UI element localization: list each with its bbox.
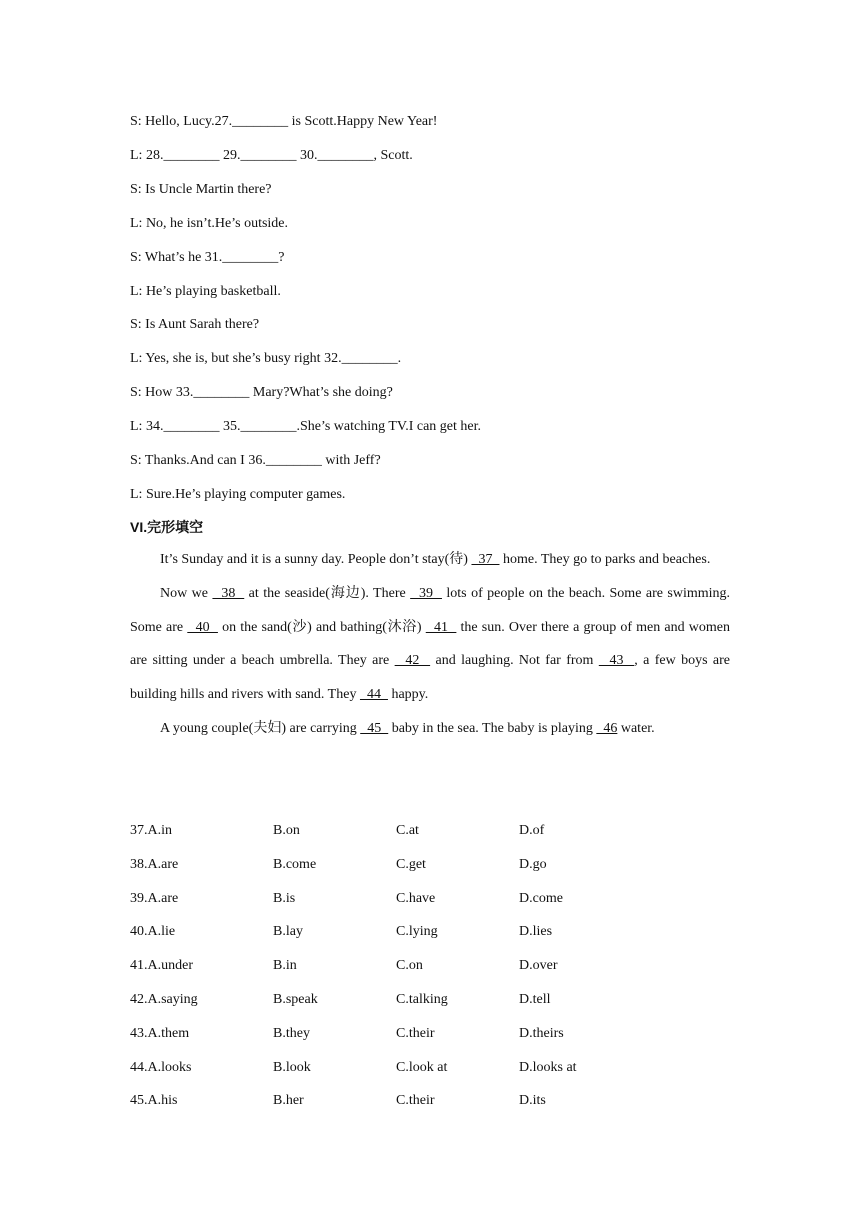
passage-text: A young couple(夫妇) are carrying — [160, 720, 361, 736]
option-row — [130, 991, 730, 1009]
option-choice: B.is — [273, 890, 296, 906]
option-choice: D.of — [519, 823, 545, 838]
blank-number: 41 — [425, 619, 457, 635]
option-choice: C.their — [396, 1025, 435, 1041]
dialogue-line: L: No, he isn’t.He’s outside. — [130, 215, 289, 231]
option-choice: D.come — [519, 890, 563, 906]
option-choice: D.go — [519, 856, 547, 872]
option-choice: 41.A.under — [130, 958, 193, 974]
option-choice: C.have — [396, 890, 436, 906]
cloze-passage — [130, 543, 730, 746]
blank-number: 46 — [596, 720, 618, 736]
passage-text: on the sand(沙) and bathing(沐浴) — [217, 619, 426, 635]
option-choice: 37.A.in — [130, 823, 172, 838]
passage-paragraph — [130, 712, 730, 746]
passage-text: Now we — [160, 585, 213, 601]
blank-number: 40 — [187, 619, 218, 635]
option-choice: B.in — [273, 958, 297, 974]
option-choice: 44.A.looks — [130, 1059, 192, 1075]
passage-text: the sun. Over there a group of men and women are sitting under a beach umbrella. They are — [130, 619, 731, 669]
option-choice: D.over — [519, 958, 558, 974]
passage-text: at the seaside(海边). There — [244, 585, 411, 601]
passage-text: home. They go to parks and beaches. — [499, 552, 711, 567]
blank-number: 37 — [471, 552, 500, 567]
option-row — [130, 1025, 730, 1043]
option-choice: C.their — [396, 1093, 435, 1109]
option-row — [130, 1092, 730, 1110]
passage-text: lots of people on the beach. Some are swimming. Some are — [130, 585, 731, 635]
dialogue-line: L: He’s playing basketball. — [130, 283, 281, 299]
option-choice: B.lay — [273, 924, 303, 940]
passage-text: baby in the sea. The baby is playing — [388, 720, 597, 736]
dialogue-line: S: Hello, Lucy.27.________ is Scott.Happy New Year! — [130, 114, 438, 129]
option-choice: B.her — [273, 1093, 304, 1109]
option-choice: D.looks at — [519, 1059, 577, 1075]
option-choice: D.theirs — [519, 1025, 564, 1041]
option-row — [130, 923, 730, 941]
option-choice: C.on — [396, 958, 423, 974]
option-choice: 38.A.are — [130, 856, 179, 872]
option-choice: D.lies — [519, 924, 553, 940]
dialogue-line: L: 28.________ 29.________ 30.________, Scott. — [130, 147, 413, 163]
passage-paragraph — [130, 543, 730, 577]
dialogue-line: L: Sure.He’s playing computer games. — [130, 486, 346, 502]
option-row — [130, 957, 730, 975]
option-choice: C.lying — [396, 924, 438, 940]
blank-number: 42 — [394, 653, 431, 669]
option-row — [130, 890, 730, 908]
option-choice: 40.A.lie — [130, 924, 176, 940]
blank-number: 45 — [360, 720, 389, 736]
blank-number: 44 — [359, 687, 388, 703]
section-title: VI.完形填空 — [130, 519, 204, 535]
blank-number: 38 — [212, 585, 245, 601]
blank-number: 43 — [598, 653, 635, 669]
passage-text: and laughing. Not far from — [430, 653, 599, 669]
blank-number: 39 — [410, 585, 442, 601]
passage-text: , a few boys are building hills and rivers with sand. They — [130, 653, 730, 703]
dialogue-line: S: Is Aunt Sarah there? — [130, 317, 260, 333]
option-choice: C.talking — [396, 992, 448, 1007]
option-choice: C.get — [396, 856, 426, 872]
option-choice: B.on — [273, 823, 300, 838]
option-choice: C.at — [396, 823, 419, 838]
option-choice: C.look at — [396, 1059, 448, 1075]
option-choice: 39.A.are — [130, 890, 179, 906]
passage-text: water. — [617, 720, 655, 736]
dialogue-line: L: Yes, she is, but she’s busy right 32.________. — [130, 351, 402, 367]
option-choice: B.look — [273, 1059, 311, 1075]
passage-text: It’s Sunday and it is a sunny day. People don’t stay(待) — [160, 552, 472, 567]
option-choice: B.speak — [273, 992, 318, 1007]
option-choice: D.its — [519, 1093, 546, 1109]
option-row — [130, 822, 730, 840]
dialogue-line: S: Thanks.And can I 36.________ with Jeff? — [130, 453, 381, 468]
option-choice: 42.A.saying — [130, 992, 198, 1007]
passage-paragraph — [130, 577, 730, 712]
dialogue-line: S: Is Uncle Martin there? — [130, 181, 272, 197]
option-choice: 43.A.them — [130, 1025, 190, 1041]
dialogue-line: S: How 33.________ Mary?What’s she doing? — [130, 385, 393, 401]
option-choice: B.come — [273, 856, 317, 872]
passage-text: happy. — [387, 687, 429, 703]
option-choice: B.they — [273, 1025, 310, 1041]
option-choice: D.tell — [519, 992, 551, 1007]
dialogue-line: S: What’s he 31.________? — [130, 249, 285, 265]
dialogue-line: L: 34.________ 35.________.She’s watching TV.I can get her. — [130, 419, 481, 435]
option-row — [130, 1059, 730, 1077]
option-choice: 45.A.his — [130, 1093, 178, 1109]
option-row — [130, 856, 730, 874]
